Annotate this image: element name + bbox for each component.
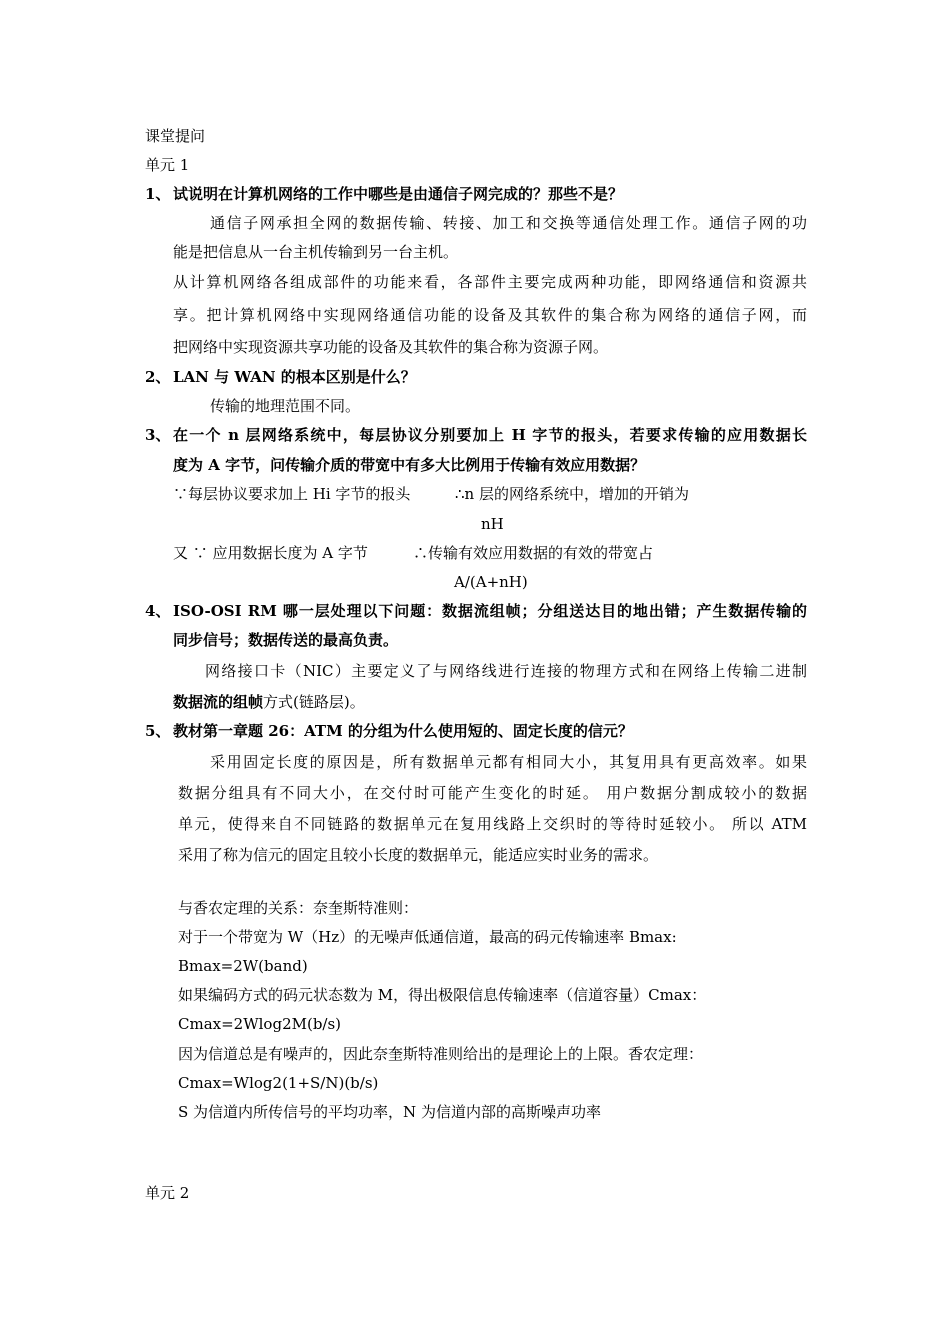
q3-answer-line2-right: ∴传输有效应用数据的有效的带宽占 [413,544,654,562]
q4-answer-rest: 方式(链路层)。 [263,693,365,711]
q3-formula-ratio: A/(A+nH) [454,573,528,591]
q4-answer-bold: 数据流的组帧 [173,693,264,711]
q1-answer-line3: 从计算机网络各组成部件的功能来看，各部件主要完成两种功能，即网络通信和资源共 [173,273,807,291]
q1-answer-line1: 通信子网承担全网的数据传输、转接、加工和交换等通信处理工作。通信子网的功 [210,214,807,232]
shannon-formula-cmax-nyquist: Cmax=2Wlog2M(b/s) [178,1015,342,1033]
q3-question-line2: 度为 A 字节，问传输介质的带宽中有多大比例用于传输有效应用数据？ [173,456,646,474]
q3-formula-overhead: nH [481,515,504,533]
q5-question: 教材第一章题 26：ATM 的分组为什么使用短的、固定长度的信元？ [173,722,633,740]
q5-answer-line1: 采用固定长度的原因是，所有数据单元都有相同大小，其复用具有更高效率。如果 [210,753,807,771]
q3-number: 3、 [145,426,171,444]
q1-number: 1、 [145,185,171,203]
q1-question: 试说明在计算机网络的工作中哪些是由通信子网完成的？那些不是？ [173,185,624,203]
q2-number: 2、 [145,368,171,386]
q1-answer-line4: 享。把计算机网络中实现网络通信功能的设备及其软件的集合称为网络的通信子网，而 [173,306,807,324]
q5-answer-line4: 采用了称为信元的固定且较小长度的数据单元，能适应实时业务的需求。 [178,846,659,864]
shannon-line1: 与香农定理的关系：奈奎斯特准则： [178,899,419,917]
shannon-line6: 因为信道总是有噪声的，因此奈奎斯特准则给出的是理论上的上限。香农定理： [178,1045,704,1063]
q2-question: LAN 与 WAN 的根本区别是什么？ [173,368,416,386]
q4-question-line1: ISO-OSI RM 哪一层处理以下问题：数据流组帧；分组送达目的地出错；产生数据传输的 [173,602,807,620]
unit-2-heading: 单元 2 [145,1184,190,1202]
q1-answer-line5: 把网络中实现资源共享功能的设备及其软件的集合称为资源子网。 [173,338,609,356]
q1-answer-line2: 能是把信息从一台主机传输到另一台主机。 [173,243,459,261]
q5-answer-line2: 数据分组具有不同大小，在交付时可能产生变化的时延。 用户数据分割成较小的数据 [178,784,807,802]
q3-answer-line1-right: ∴n 层的网络系统中，增加的开销为 [455,485,689,503]
shannon-line2: 对于一个带宽为 W（Hz）的无噪声低通信道，最高的码元传输速率 Bmax: [178,928,677,946]
page-title: 课堂提问 [145,127,206,145]
q5-number: 5、 [145,722,171,740]
shannon-line8: S 为信道内所传信号的平均功率，N 为信道内部的高斯噪声功率 [178,1103,601,1121]
q3-answer-line1-left: ∵每层协议要求加上 Hi 字节的报头 [173,485,411,503]
shannon-formula-cmax-shannon: Cmax=Wlog2(1+S/N)(b/s) [178,1074,379,1092]
unit-1-heading: 单元 1 [145,156,190,174]
q4-answer-line1: 网络接口卡（NIC）主要定义了与网络线进行连接的物理方式和在网络上传输二进制 [205,662,807,680]
q3-answer-line2-left: 又 ∵ 应用数据长度为 A 字节 [173,544,368,562]
q4-number: 4、 [145,602,171,620]
q4-question-line2: 同步信号；数据传送的最高负责。 [173,631,399,649]
shannon-formula-bmax: Bmax=2W(band) [178,957,308,975]
q4-answer-line2 [173,692,365,712]
q2-answer: 传输的地理范围不同。 [210,397,361,415]
q5-answer-line3: 单元，使得来自不同链路的数据单元在复用线路上交织时的等待时延较小。 所以 ATM [178,815,807,833]
q3-question-line1: 在一个 n 层网络系统中，每层协议分别要加上 H 字节的报头，若要求传输的应用数据长 [173,426,807,444]
shannon-line4: 如果编码方式的码元状态数为 M，得出极限信息传输速率（信道容量）Cmax： [178,986,707,1004]
